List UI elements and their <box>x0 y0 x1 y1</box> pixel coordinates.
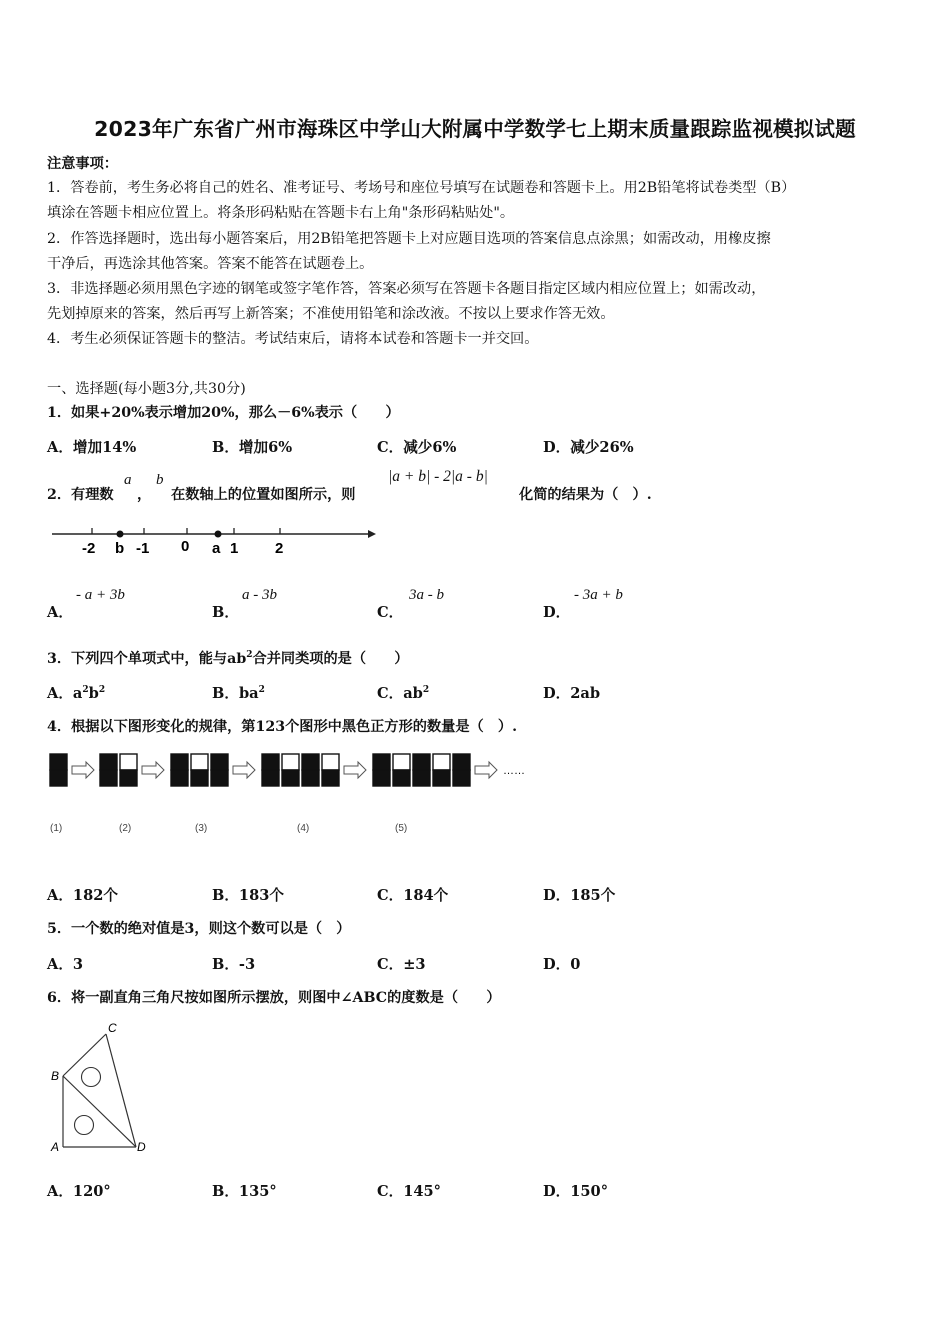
notice-line: 3．非选择题必须用黑色字迹的钢笔或签字笔作答，答案必须写在答题卡各题目指定区域内相应位置上；如需改动， <box>47 281 766 297</box>
q4-option-c[interactable]: C．184个 <box>377 887 449 904</box>
pattern-arrow-icon <box>344 762 366 778</box>
pattern-square-top <box>282 754 299 770</box>
pattern-square-bottom <box>191 770 208 786</box>
notice-line: 填涂在答题卡相应位置上。将条形码粘贴在答题卡右上角"条形码粘贴处"。 <box>47 205 515 221</box>
q5-option-c[interactable]: C．±3 <box>377 956 426 973</box>
point-b-dot <box>117 531 124 538</box>
pattern-figure <box>48 752 538 842</box>
q6-option-d[interactable]: D．150° <box>543 1183 609 1200</box>
figure-label: (1) <box>50 823 63 834</box>
point-label-d: D <box>137 1140 146 1154</box>
axis-label: a <box>212 540 221 557</box>
pattern-square-top <box>302 754 319 770</box>
notice-heading: 注意事项： <box>47 156 118 172</box>
q4-option-d[interactable]: D．185个 <box>543 887 616 904</box>
pattern-square-top <box>171 754 188 770</box>
pattern-square-bottom <box>211 770 228 786</box>
number-line-figure <box>50 522 380 558</box>
pattern-square-bottom <box>120 770 137 786</box>
comma: ， <box>137 487 152 503</box>
var-b: b <box>156 472 164 488</box>
figure-label: (2) <box>119 823 132 834</box>
axis-label: -2 <box>82 540 96 557</box>
axis-label: -1 <box>136 540 150 557</box>
question-4-stem: 4．根据以下图形变化的规律，第123个图形中黑色正方形的数量是（ ）. <box>47 719 518 735</box>
triangle-figure <box>48 1020 158 1158</box>
q2-option-c-letter[interactable]: C． <box>377 604 404 621</box>
notice-line: 4．考生必须保证答题卡的整洁。考试结束后，请将本试卷和答题卡一并交回。 <box>47 331 539 347</box>
q6-option-b[interactable]: B．135° <box>212 1183 277 1200</box>
question-5-stem: 5．一个数的绝对值是3，则这个数可以是（ ） <box>47 921 351 937</box>
point-label-c: C <box>108 1021 117 1035</box>
pattern-square-bottom <box>373 770 390 786</box>
pattern-square-top <box>393 754 410 770</box>
question-3-stem: 3．下列四个单项式中，能与$ab^2$合并同类项的是（ ） <box>47 650 409 667</box>
pattern-square-top <box>211 754 228 770</box>
edge-bd <box>63 1076 136 1147</box>
q3-option-d[interactable]: D．2ab <box>543 685 601 702</box>
ellipsis: …… <box>503 765 525 777</box>
pattern-arrow-icon <box>72 762 94 778</box>
axis-label: b <box>115 540 125 557</box>
pattern-square-top <box>120 754 137 770</box>
question-6-stem: 6．将一副直角三角尺按如图所示摆放，则图中∠ABC的度数是（ ） <box>47 990 501 1006</box>
notice-line: 先划掉原来的答案，然后再写上新答案；不准使用铅笔和涂改液。不按以上要求作答无效。 <box>47 306 615 322</box>
pattern-square-bottom <box>262 770 279 786</box>
q3-option-c[interactable]: C．$ab^2$ <box>377 685 430 702</box>
pattern-arrow-icon <box>475 762 497 778</box>
pattern-square-top <box>50 754 67 770</box>
notice-line: 干净后，再选涂其他答案。答案不能答在试题卷上。 <box>47 256 374 272</box>
pattern-square-bottom <box>302 770 319 786</box>
q5-option-b[interactable]: B．-3 <box>212 956 256 973</box>
pattern-square-top <box>100 754 117 770</box>
point-label-a: A <box>51 1140 60 1154</box>
question-1-stem: 1．如果+20%表示增加20%，那么－6%表示（ ） <box>47 405 400 421</box>
upper-triangle-hole <box>82 1068 101 1087</box>
q5-option-d[interactable]: D．0 <box>543 956 581 973</box>
q1-option-b[interactable]: B．增加6% <box>212 439 293 456</box>
pattern-square-top <box>262 754 279 770</box>
q4-option-b[interactable]: B．183个 <box>212 887 284 904</box>
q1-option-a[interactable]: A．增加14% <box>47 439 137 456</box>
pattern-square-top <box>191 754 208 770</box>
pattern-square-bottom <box>322 770 339 786</box>
axis-label: 0 <box>181 538 190 555</box>
figure-label: (5) <box>395 823 408 834</box>
number-line-arrow-icon <box>368 530 376 538</box>
q2-option-b-letter[interactable]: B． <box>212 604 239 621</box>
q6-option-a[interactable]: A．120° <box>47 1183 111 1200</box>
q2-option-c-expr: 3a - b <box>409 587 444 603</box>
pattern-square-top <box>453 754 470 770</box>
pattern-square-top <box>373 754 390 770</box>
q5-option-a[interactable]: A．3 <box>47 956 84 973</box>
pattern-arrow-icon <box>233 762 255 778</box>
pattern-square-bottom <box>413 770 430 786</box>
q4-option-a[interactable]: A．182个 <box>47 887 118 904</box>
pattern-square-bottom <box>433 770 450 786</box>
q2-option-d-letter[interactable]: D． <box>543 604 571 621</box>
q2-option-d-expr: - 3a + b <box>574 587 623 603</box>
notice-line: 1．答卷前，考生务必将自己的姓名、准考证号、考场号和座位号填写在试题卷和答题卡上。用2B铅笔将试卷类型（B） <box>47 180 796 196</box>
pattern-arrow-icon <box>142 762 164 778</box>
q2-expression: |a + b| - 2|a - b| <box>388 468 488 485</box>
notice-line: 2．作答选择题时，选出每小题答案后，用2B铅笔把答题卡上对应题目选项的答案信息点涂黑；如需改动，用橡皮擦 <box>47 231 771 247</box>
q3-option-b[interactable]: B．$ba^2$ <box>212 685 265 702</box>
q2-option-a-expr: - a + 3b <box>76 587 125 603</box>
figure-label: (3) <box>195 823 208 834</box>
q2-option-b-expr: a - 3b <box>242 587 277 603</box>
q1-option-c[interactable]: C．减少6% <box>377 439 457 456</box>
lower-triangle-hole <box>75 1116 94 1135</box>
question-2-stem-start: 2．有理数 <box>47 487 114 503</box>
exam-title: 2023年广东省广州市海珠区中学山大附属中学数学七上期末质量跟踪监视模拟试题 <box>94 117 856 141</box>
q6-option-c[interactable]: C．145° <box>377 1183 441 1200</box>
question-2-stem-end: 化简的结果为（ ）. <box>519 487 652 503</box>
q2-option-a-letter[interactable]: A． <box>47 604 73 621</box>
pattern-square-top <box>322 754 339 770</box>
axis-label: 2 <box>275 540 284 557</box>
pattern-square-bottom <box>282 770 299 786</box>
pattern-square-bottom <box>393 770 410 786</box>
pattern-square-bottom <box>100 770 117 786</box>
question-2-stem-mid: 在数轴上的位置如图所示，则 <box>171 487 356 503</box>
q1-option-d[interactable]: D．减少26% <box>543 439 634 456</box>
point-label-b: B <box>51 1069 60 1083</box>
point-a-dot <box>215 531 222 538</box>
axis-label: 1 <box>230 540 239 557</box>
pattern-square-top <box>413 754 430 770</box>
pattern-square-bottom <box>171 770 188 786</box>
var-a: a <box>124 472 132 488</box>
pattern-square-bottom <box>453 770 470 786</box>
figure-label: (4) <box>297 823 310 834</box>
edge-cd <box>106 1034 136 1147</box>
q3-option-a[interactable]: A．$a^2b^2$ <box>47 685 106 702</box>
pattern-square-top <box>433 754 450 770</box>
pattern-square-bottom <box>50 770 67 786</box>
section-heading: 一、选择题(每小题3分,共30分) <box>47 381 246 397</box>
